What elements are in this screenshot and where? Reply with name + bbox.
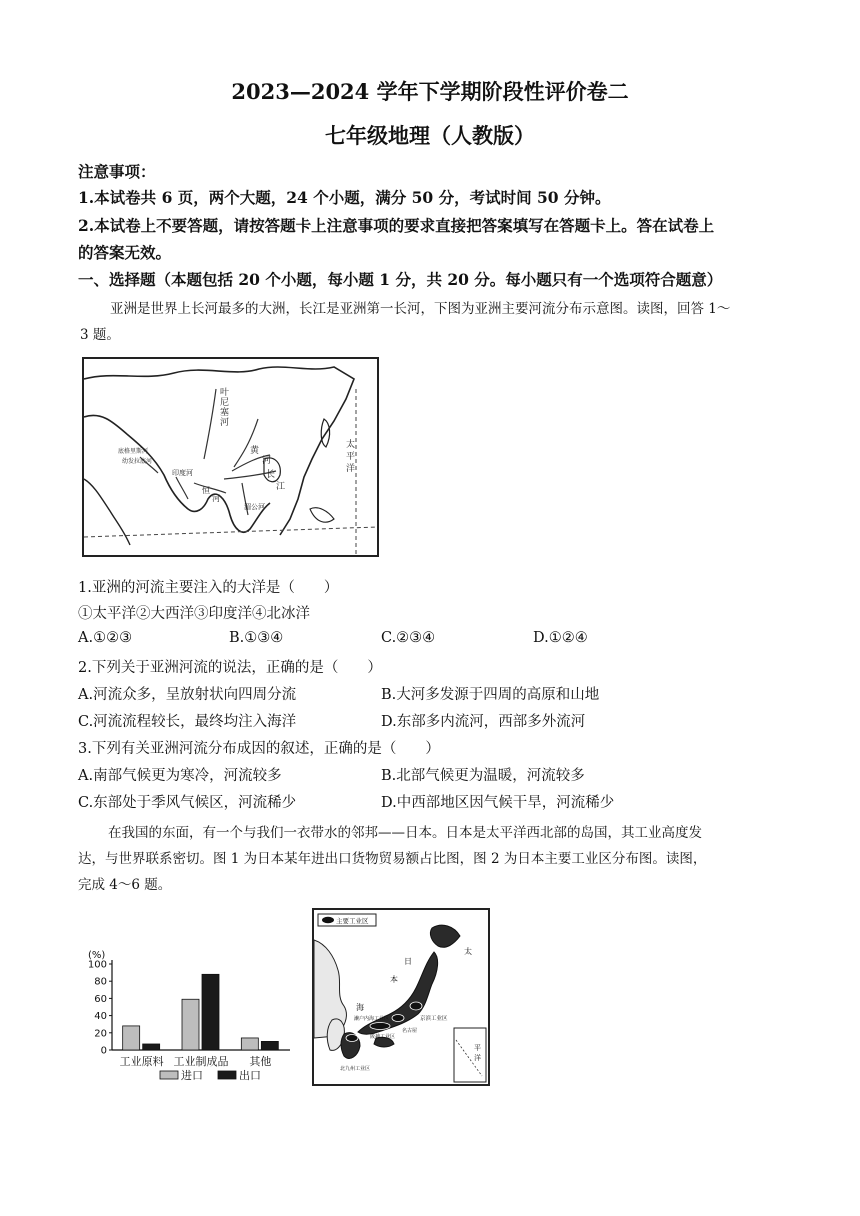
legend-label: 进口	[181, 1069, 203, 1082]
q1-sub: ①太平洋②大西洋③印度洋④北冰洋	[78, 606, 310, 622]
japan-map-label: 海	[356, 1003, 364, 1012]
map-label: 江	[276, 482, 286, 492]
q1-option-b: B.①③④	[229, 630, 284, 646]
q2-option-a: A.河流众多，呈放射状向四周分流	[78, 687, 297, 703]
japan-industry-map	[312, 908, 490, 1086]
map-label: 河	[212, 494, 220, 503]
map-label: 河	[220, 418, 230, 428]
map-label: 尼	[220, 398, 230, 408]
japan-map-label: 平	[474, 1044, 481, 1052]
passage-2-line-2: 达，与世界联系密切。图 1 为日本某年进出口货物贸易额占比图，图 2 为日本主要工业区分布图。读图，	[78, 851, 707, 867]
q3-option-a: A.南部气候更为寒冷，河流较多	[78, 768, 282, 784]
japan-map-label: 太	[464, 947, 472, 956]
category-label: 工业制成品	[173, 1055, 229, 1068]
asia-map-drawing	[84, 359, 377, 555]
page-subtitle: 七年级地理（人教版）	[325, 123, 535, 148]
y-tick-label: 80	[94, 976, 107, 988]
q1-option-c: C.②③④	[381, 630, 436, 646]
page-title: 2023—2024 学年下学期阶段性评价卷二	[231, 79, 629, 104]
notice-heading: 注意事项：	[78, 162, 156, 181]
y-tick-label: 100	[87, 959, 107, 971]
map-label: 洋	[346, 464, 356, 474]
legend-swatch-出口	[218, 1071, 236, 1079]
bar-出口-工业原料	[143, 1044, 160, 1050]
trade-bar-chart-svg	[84, 940, 304, 1090]
map-label: 塞	[220, 408, 230, 418]
japan-map-label: 本	[390, 975, 398, 984]
legend-swatch-进口	[160, 1071, 178, 1079]
map-label: 叶	[220, 388, 230, 398]
map-label: 底格里斯河	[118, 448, 149, 455]
passage-2-line-3: 完成 4～6 题。	[78, 877, 172, 893]
trade-bar-chart	[84, 940, 304, 1090]
japan-map-label: 濑户内海工业区	[354, 1016, 390, 1022]
q3-stem: 3.下列有关亚洲河流分布成因的叙述，正确的是（ ）	[78, 741, 440, 757]
japan-map-label: 日	[404, 957, 412, 966]
q3-option-c: C.东部处于季风气候区，河流稀少	[78, 795, 297, 811]
japan-map-label: 阪神工业区	[370, 1034, 396, 1040]
q2-stem: 2.下列关于亚洲河流的说法，正确的是（ ）	[78, 660, 382, 676]
section-intro-line-1: 亚洲是世界上长河最多的大洲，长江是亚洲第一长河，下图为亚洲主要河流分布示意图。读图，回答 1～	[110, 301, 731, 317]
notice-item-2-line-2: 的答案无效。	[78, 243, 172, 262]
map-label: 长	[266, 470, 276, 480]
bar-进口-工业制成品	[182, 999, 199, 1050]
legend-swatch	[322, 917, 334, 923]
y-tick-label: 40	[94, 1011, 107, 1023]
map-label: 平	[346, 452, 356, 462]
passage-2-line-1: 在我国的东面，有一个与我们一衣带水的邻邦——日本。日本是太平洋西北部的岛国，其工业高度发	[108, 825, 702, 841]
q2-option-c: C.河流流程较长，最终均注入海洋	[78, 714, 297, 730]
bar-出口-工业制成品	[202, 974, 219, 1050]
bar-进口-其他	[241, 1038, 258, 1050]
legend-label: 主要工业区	[336, 917, 369, 925]
q3-option-d: D.中西部地区因气候干旱，河流稀少	[381, 795, 615, 811]
section-heading: 一、选择题（本题包括 20 个小题，每小题 1 分，共 20 分。每小题只有一个选项符合题意）	[78, 270, 723, 289]
y-tick-label: 60	[94, 993, 107, 1005]
map-label: 湄公河	[244, 503, 265, 511]
y-tick-label: 20	[94, 1028, 107, 1040]
bar-进口-工业原料	[123, 1026, 140, 1050]
bar-出口-其他	[261, 1041, 278, 1050]
map-label: 幼发拉底河	[122, 458, 153, 465]
japan-map-label: 京滨工业区	[420, 1016, 448, 1022]
map-label: 印度河	[172, 469, 193, 477]
q3-option-b: B.北部气候更为温暖，河流较多	[381, 768, 585, 784]
q2-option-b: B.大河多发源于四周的高原和山地	[381, 687, 600, 703]
q1-stem: 1.亚洲的河流主要注入的大洋是（ ）	[78, 580, 339, 596]
q1-option-a: A.①②③	[78, 630, 133, 646]
japan-map-label: 北九州工业区	[340, 1066, 371, 1072]
y-tick-label: 0	[100, 1045, 107, 1057]
chart-y-unit: (%)	[88, 950, 106, 961]
notice-item-2-line-1: 2.本试卷上不要答题，请按答题卡上注意事项的要求直接把答案填写在答题卡上。答在试卷上	[78, 216, 715, 235]
map-label: 黄	[250, 446, 260, 456]
category-label: 工业原料	[119, 1055, 164, 1068]
legend-label: 出口	[239, 1069, 261, 1082]
japan-map-label: 洋	[474, 1054, 481, 1062]
section-intro-line-2: 3 题。	[80, 327, 120, 343]
q2-option-d: D.东部多内流河，西部多外流河	[381, 714, 586, 730]
asia-rivers-map	[82, 357, 379, 557]
map-label: 太	[346, 440, 356, 450]
japan-map-label: 名古屋	[402, 1028, 418, 1034]
japan-map-drawing	[314, 910, 488, 1084]
notice-item-1: 1.本试卷共 6 页，两个大题，24 个小题，满分 50 分，考试时间 50 分钟。	[78, 188, 611, 207]
q1-option-d: D.①②④	[533, 630, 588, 646]
map-label: 恒	[202, 486, 210, 495]
map-label: 河	[262, 456, 272, 466]
category-label: 其他	[249, 1055, 272, 1068]
